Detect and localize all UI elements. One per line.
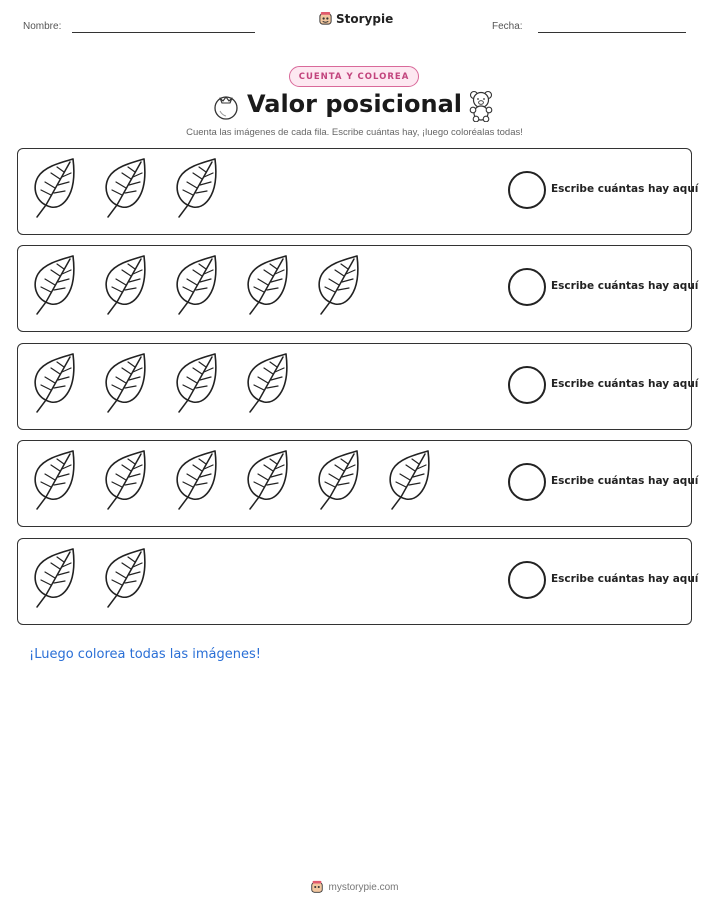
count-row-2 [17, 245, 699, 332]
brand [318, 11, 393, 26]
leaf-icon [29, 352, 79, 414]
leaf-icon [171, 352, 221, 414]
answer-circle[interactable] [508, 268, 546, 306]
leaf-icon [100, 449, 150, 511]
leaf-icon [29, 254, 79, 316]
date-line[interactable] [538, 32, 686, 33]
count-row-5 [17, 538, 699, 625]
leaf-icon [384, 449, 434, 511]
leaf-icon [100, 254, 150, 316]
answer-circle[interactable] [508, 366, 546, 404]
leaf-icon [171, 449, 221, 511]
count-row-4 [17, 440, 699, 527]
count-row-3 [17, 343, 699, 430]
storypie-logo-icon [310, 880, 324, 894]
activity-badge: CUENTA Y COLOREA [289, 66, 419, 87]
leaf-icon [242, 352, 292, 414]
answer-label: Escribe cuántas hay aquí [551, 573, 699, 585]
footer-note: ¡Luego colorea todas las imágenes! [29, 647, 261, 662]
page-title: Valor posicional [247, 90, 462, 118]
brand-name: Storypie [336, 11, 394, 26]
answer-circle[interactable] [508, 171, 546, 209]
leaf-icon [100, 157, 150, 219]
leaf-icon [29, 547, 79, 609]
name-line[interactable] [72, 32, 255, 33]
name-label: Nombre: [23, 21, 62, 32]
storypie-logo-icon [318, 11, 333, 26]
leaf-icon [313, 449, 363, 511]
answer-circle[interactable] [508, 463, 546, 501]
count-row-1 [17, 148, 699, 235]
leaf-icon [100, 547, 150, 609]
answer-label: Escribe cuántas hay aquí [551, 280, 699, 292]
date-label: Fecha: [492, 21, 523, 32]
leaf-icon [242, 449, 292, 511]
leaf-icon [313, 254, 363, 316]
leaf-icon [242, 254, 292, 316]
answer-label: Escribe cuántas hay aquí [551, 183, 699, 195]
site-footer [0, 880, 709, 894]
leaf-icon [171, 254, 221, 316]
answer-circle[interactable] [508, 561, 546, 599]
leaf-icon [29, 157, 79, 219]
instructions: Cuenta las imágenes de cada fila. Escribe cuántas hay, ¡luego coloréalas todas! [186, 127, 523, 138]
teddy-bear-icon [467, 90, 495, 122]
answer-label: Escribe cuántas hay aquí [551, 475, 699, 487]
answer-label: Escribe cuántas hay aquí [551, 378, 699, 390]
leaf-icon [171, 157, 221, 219]
leaf-icon [29, 449, 79, 511]
leaf-icon [100, 352, 150, 414]
site-url: mystorypie.com [328, 881, 399, 893]
